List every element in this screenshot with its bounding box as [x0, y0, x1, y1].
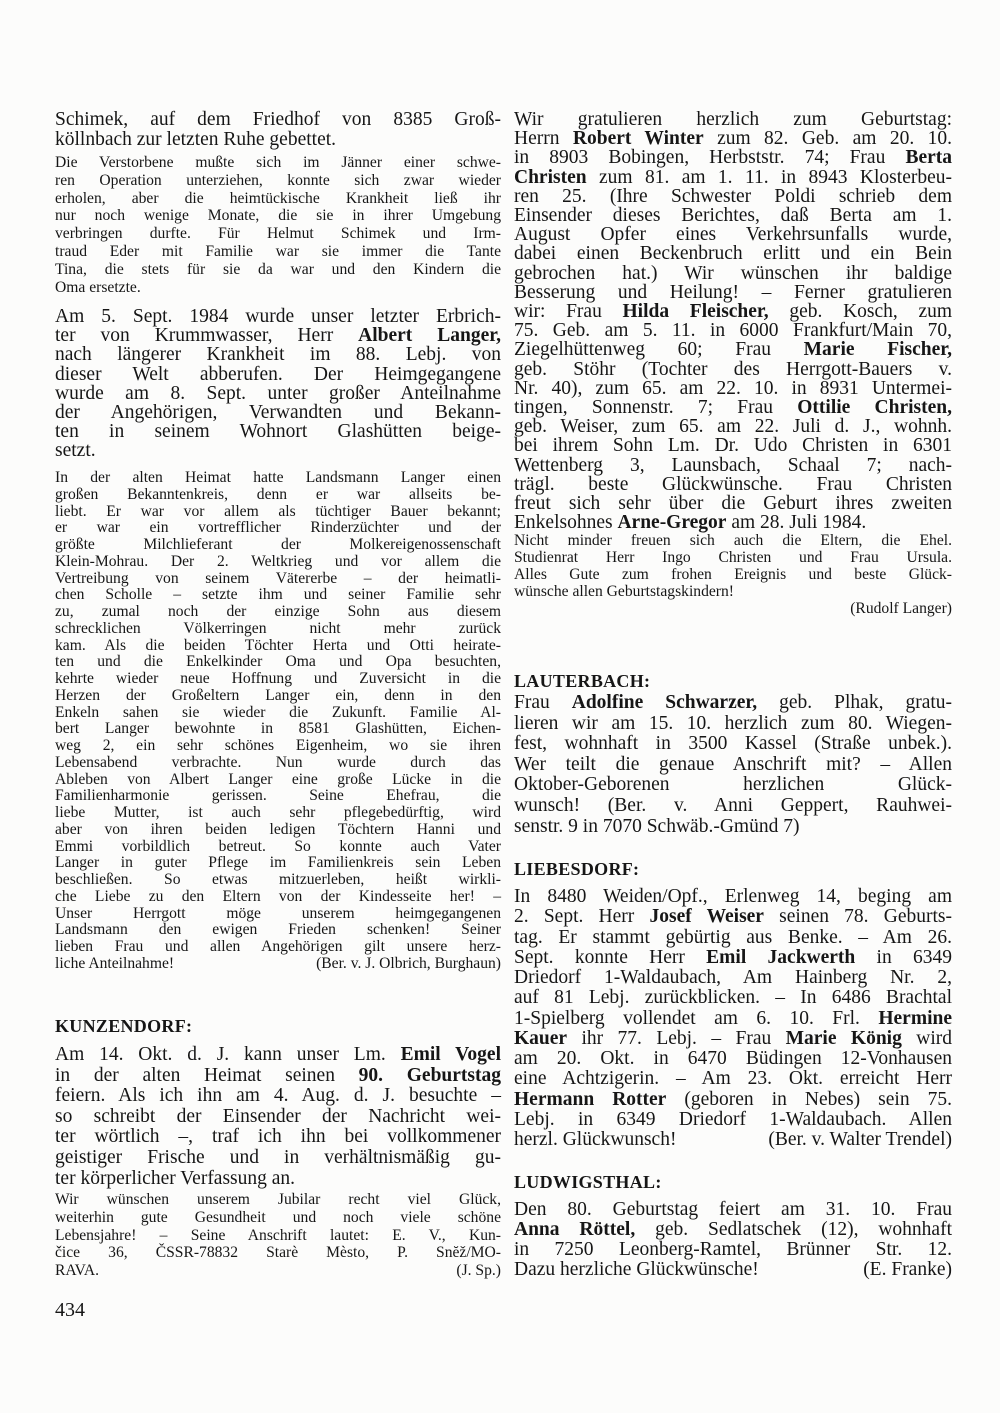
paragraph-albert-langer-biography — [55, 470, 501, 973]
text-segment: In 8480 Weiden/Opf., Erlenweg 14, beging am — [514, 886, 952, 907]
bold-name: Ottilie Christen, — [797, 397, 952, 419]
text-segment: RAVA. — [55, 1262, 100, 1280]
text-line — [514, 693, 952, 714]
paragraph-ludwigsthal — [514, 1200, 952, 1280]
bold-name: Berta — [905, 147, 952, 169]
text-line — [55, 688, 501, 705]
text-segment: nur noch wenige Monate, die sie in ihrer Umgebung — [55, 207, 501, 225]
text-line — [55, 604, 501, 621]
text-line — [55, 1209, 501, 1227]
text-line — [514, 302, 952, 321]
text-line — [55, 1262, 501, 1280]
text-segment: Langer in guter Pflege im Familienkreis sein Leben — [55, 854, 501, 872]
text-line — [55, 1107, 501, 1128]
text-segment: geistiger Frische und in verhältnismäßig gu- — [55, 1146, 501, 1168]
text-segment: geb. Plhak, gratu- — [757, 692, 953, 713]
text-line — [514, 264, 952, 283]
text-segment: Lebj. in 6349 Driedorf 1-Waldaubach. Allen — [514, 1108, 952, 1130]
text-line — [514, 244, 952, 263]
text-segment: in 8903 Bobingen, Herbststr. 74; Frau — [514, 147, 906, 169]
text-line — [55, 504, 501, 521]
text-line — [514, 988, 952, 1008]
text-line — [55, 755, 501, 772]
author-signature: (E. Franke) — [863, 1259, 952, 1280]
text-segment: wir: Frau — [514, 301, 623, 323]
text-line — [514, 110, 952, 129]
text-line — [55, 889, 501, 906]
text-segment: 75. Geb. am 5. 11. in 6000 Frankfurt/Main 70, — [514, 320, 952, 342]
text-segment: kam. Als die beiden Töchter Herta und Otti heirate- — [55, 636, 501, 654]
text-segment: August Opfer eines Verkehrsunfalls wurde, — [514, 224, 952, 246]
author-signature: (Ber. v. J. Olbrich, Burghaun) — [316, 954, 501, 972]
bold-name: Emil Vogel — [400, 1044, 501, 1065]
text-segment: geb. Stöhr (Tochter des Herrgott-Bauers v. — [514, 358, 952, 380]
text-segment: köllnbach zur letzten Ruhe gebettet. — [55, 129, 337, 150]
text-line — [514, 475, 952, 494]
text-segment: Nicht minder freuen sich auch die Eltern, die Ehel. — [514, 532, 952, 549]
text-segment: Tina, die stets für sie da war und den Kindern die — [55, 260, 501, 278]
text-segment: Driedorf 1-Waldaubach, Am Hainberg Nr. 2, — [514, 967, 952, 988]
text-segment: ter wörtlich –, traf ich ihn bei vollkommener — [55, 1126, 501, 1148]
text-segment: Nr. 40), zum 65. am 22. 10. in 8931 Untermei- — [514, 377, 952, 399]
text-line — [55, 307, 501, 326]
text-segment: auf 81 Lebj. zurückblicken. – In 6486 Brachtal — [514, 987, 952, 1009]
text-segment: Wettenberg 3, Launsbach, Schaal 7; nach- — [514, 454, 952, 476]
bold-name: Albert Langer, — [358, 325, 501, 347]
author-signature: (Ber. v. Walter Trendel) — [768, 1129, 952, 1150]
text-segment: Am 14. Okt. d. J. kann unser Lm. — [55, 1044, 401, 1065]
text-line — [514, 168, 952, 187]
text-line — [514, 1110, 952, 1130]
text-segment: am 28. Juli 1984. — [726, 512, 867, 534]
text-line — [55, 906, 501, 923]
text-segment: (geboren in Nebes) sein 75. — [666, 1088, 952, 1110]
text-segment: gebrochen hat.) Wir wünschen ihr baldige — [514, 262, 952, 284]
text-line — [514, 968, 952, 988]
text-line — [55, 207, 501, 225]
text-line — [514, 1220, 952, 1240]
text-segment: dabei einen Beckenbruch erlitt und ein Bein — [514, 243, 952, 265]
text-line — [55, 326, 501, 345]
text-segment: wünsche allen Geburtstagskindern! — [514, 583, 734, 600]
text-segment: ter von Krummwasser, Herr — [55, 325, 359, 347]
text-line — [55, 822, 501, 839]
text-segment: senstr. 9 in 7070 Schwäb.-Gmünd 7) — [514, 815, 800, 837]
text-segment: in 7250 Leonberg-Ramtel, Brünner Str. 12. — [514, 1239, 952, 1260]
text-segment: zum 81. am 1. 11. in 8943 Klosterbeu- — [586, 166, 952, 188]
text-segment: Lebensabend verbrachte. Nun wurde durch das — [55, 753, 501, 771]
text-line — [514, 417, 952, 436]
text-line — [514, 928, 952, 948]
text-line — [514, 1260, 952, 1280]
text-line — [55, 788, 501, 805]
text-line — [514, 1029, 952, 1049]
text-line — [55, 365, 501, 384]
text-segment: Wer teilt die genaue Anschrift mit? – Allen — [514, 753, 952, 775]
text-segment: Studienrat Herr Ingo Christen und Frau Ursula. — [514, 549, 952, 566]
text-segment: in der alten Heimat seinen — [55, 1064, 359, 1086]
text-line — [514, 513, 952, 532]
text-line — [514, 817, 952, 838]
bold-name: Robert Winter — [572, 128, 704, 150]
text-line — [514, 360, 952, 379]
text-segment: so schreibt der Einsender der Nachricht wei- — [55, 1105, 501, 1127]
text-line — [514, 1049, 952, 1069]
text-segment: liebe Mutter, ist auch sehr pflegebedürftig, wird — [55, 804, 501, 821]
text-line — [55, 571, 501, 588]
text-line — [55, 1191, 501, 1209]
bold-name: Arne-Gregor — [617, 512, 727, 534]
text-segment: Besserung und Heilung! – Ferner gratulieren — [514, 281, 952, 303]
text-segment: Unser Herrgott möge unserem heimgegangenen — [55, 904, 501, 922]
text-line — [55, 279, 501, 297]
text-segment: Wir gratulieren herzlich zum Geburtstag: — [514, 109, 952, 130]
paragraph-lauterbach — [514, 693, 952, 837]
text-line — [514, 796, 952, 817]
text-segment: ten und die Enkelkinder Oma und Opa besuchten, — [55, 653, 501, 671]
text-segment: Dazu herzliche Glückwünsche! — [514, 1259, 759, 1280]
text-segment: lieren wir am 15. 10. herzlich zum 80. Wiegen- — [514, 712, 952, 734]
text-segment: geb. Kosch, zum — [768, 301, 953, 323]
text-line — [514, 907, 952, 927]
text-line — [514, 775, 952, 796]
text-line — [55, 721, 501, 738]
text-segment: Den 80. Geburtstag feiert am 31. 10. Frau — [514, 1199, 952, 1220]
text-line — [55, 130, 501, 150]
text-line — [55, 939, 501, 956]
text-segment: zu, zumal noch der einzige Sohn aus diesem — [55, 603, 501, 620]
text-line — [514, 948, 952, 968]
text-line — [55, 403, 501, 422]
text-segment: Einsender dieses Berichtes, daß Berta am 1. — [514, 205, 952, 227]
text-line — [55, 487, 501, 504]
text-segment: beschließen. So etwas mitzuerleben, heißt wirkli- — [55, 871, 501, 888]
paragraph-birthday-congratulations — [514, 110, 952, 532]
text-line — [55, 1045, 501, 1066]
text-segment: aber von ihren beiden ledigen Töchtern Hanni und — [55, 820, 501, 838]
text-segment: nach längerer Krankheit im 88. Lebj. von — [55, 344, 501, 366]
text-line — [55, 1066, 501, 1087]
text-line — [514, 129, 952, 148]
page-number: 434 — [55, 1299, 85, 1321]
text-segment: Alles Gute zum frohen Ereignis und beste Glück- — [514, 566, 952, 583]
text-segment: erholen, aber die heimtückische Krankheit ließ ihr — [55, 189, 501, 207]
text-segment: chen Scholle – setzte ihm und seiner Familie sehr — [55, 586, 501, 604]
text-segment: ten in seinem Wohnort Glashütten beige- — [55, 421, 501, 443]
text-line — [55, 441, 501, 460]
text-line — [55, 872, 501, 889]
text-line — [55, 1227, 501, 1245]
text-line — [514, 283, 952, 302]
text-line — [55, 261, 501, 279]
text-line — [514, 340, 952, 359]
text-segment: geb. Weiser, zum 65. am 22. Juli d. J., wohnh. — [514, 416, 952, 438]
author-signature: (Rudolf Langer) — [850, 600, 952, 617]
section-heading-lauterbach: LAUTERBACH: — [514, 671, 651, 691]
text-segment: herzl. Glückwunsch! — [514, 1129, 677, 1150]
paragraph-christen-wishes — [514, 532, 952, 617]
text-line — [514, 494, 952, 513]
text-segment: Landsmann den ewigen Frieden schenken! Seiner — [55, 921, 501, 939]
bold-name: Anna Röttel, — [514, 1219, 636, 1240]
bold-name: 90. Geburtstag — [358, 1064, 501, 1086]
text-line — [514, 566, 952, 583]
text-line — [514, 532, 952, 549]
text-line — [55, 154, 501, 172]
text-segment: Ableben von Albert Langer eine große Lücke in die — [55, 770, 501, 788]
text-segment: ren 25. (Ihre Schwester Poldi schrieb dem — [514, 185, 952, 207]
text-segment: bert Langer bewohnte in 8581 Glashütten, Eichen- — [55, 720, 501, 738]
paragraph-schimek-obituary — [55, 154, 501, 296]
text-line — [514, 456, 952, 475]
text-line — [55, 839, 501, 856]
text-line — [55, 654, 501, 671]
text-segment: čice 36, ČSSR-78832 Starè Mèsto, P. Snĕž/MO- — [55, 1244, 501, 1262]
text-line — [55, 1148, 501, 1169]
bold-name: Hilda Fleischer, — [622, 301, 769, 323]
text-segment: zum 82. Geb. am 20. 10. — [703, 128, 952, 150]
text-segment: seinen 78. Geburts- — [763, 906, 952, 928]
text-segment: weiterhin gute Gesundheit und noch viele schöne — [55, 1208, 501, 1226]
text-segment: großen Bekanntenkreis, denn er war allseits be- — [55, 485, 501, 503]
text-line — [514, 714, 952, 735]
text-line — [55, 772, 501, 789]
text-line — [514, 1130, 952, 1150]
text-segment: ihr 77. Lebj. – Frau — [567, 1027, 786, 1049]
text-segment: Vertreibung von seinem Vätererbe – der heimatli- — [55, 569, 501, 587]
text-segment: geb. Sedlatschek (12), wohnhaft — [635, 1219, 952, 1240]
bold-name: Hermine — [878, 1007, 952, 1029]
author-signature: (J. Sp.) — [456, 1262, 501, 1280]
text-segment: in 6349 — [855, 946, 952, 968]
text-line — [55, 554, 501, 571]
text-segment: Schimek, auf dem Friedhof von 8385 Groß- — [55, 109, 501, 130]
text-line — [514, 321, 952, 340]
text-line — [514, 148, 952, 167]
text-line — [55, 225, 501, 243]
text-segment: schrecklichen Völkerringen nicht mehr zurück — [55, 619, 501, 637]
text-segment: lieben Frau und allen Angehörigen gilt unsere herz- — [55, 938, 501, 955]
text-segment: dieser Welt abberufen. Der Heimgegangene — [55, 363, 501, 385]
text-line — [55, 110, 501, 130]
text-segment: wurde am 8. Sept. unter großer Anteilnahme — [55, 382, 501, 404]
text-line — [514, 206, 952, 225]
text-line — [514, 187, 952, 206]
text-line — [55, 587, 501, 604]
text-segment: freut sich sehr über die Geburt ihres zweiten — [514, 493, 952, 515]
text-segment: Herrn — [514, 128, 573, 150]
paragraph-burial-continued — [55, 110, 501, 150]
text-line — [55, 243, 501, 261]
text-line — [514, 379, 952, 398]
text-segment: bei ihrem Sohn Lm. Dr. Udo Christen in 6301 — [514, 435, 952, 457]
text-line — [55, 190, 501, 208]
text-line — [55, 422, 501, 441]
bold-name: Hermann Rotter — [514, 1088, 667, 1110]
text-segment: tag. Er stammt gebürtig aus Benke. – Am 26. — [514, 926, 952, 948]
text-line — [55, 1127, 501, 1148]
text-segment: Enkelsohnes — [514, 512, 618, 534]
section-heading-liebesdorf: LIEBESDORF: — [514, 859, 640, 879]
text-segment: ter körperlicher Verfassung an. — [55, 1167, 296, 1189]
text-line — [514, 225, 952, 244]
text-segment: wird — [901, 1027, 952, 1049]
text-line — [514, 1200, 952, 1220]
text-segment: Oktober-Geborenen herzlichen Glück- — [514, 774, 952, 796]
text-segment: Oma ersetzte. — [55, 278, 141, 296]
paragraph-emil-vogel-birthday — [55, 1045, 501, 1189]
text-line — [55, 470, 501, 487]
bold-name: Josef Weiser — [649, 906, 764, 928]
paragraph-liebesdorf — [514, 887, 952, 1150]
text-segment: liche Anteilnahme! — [55, 954, 175, 972]
text-segment: fest, wohnhaft in 3500 Kassel (Straße unbek.). — [514, 733, 952, 755]
text-segment: trägl. beste Glückwünsche. Frau Christen — [514, 473, 952, 495]
text-segment: kehrte wieder neue Hoffnung und Zuversicht in die — [55, 670, 501, 687]
text-line — [514, 1069, 952, 1089]
text-segment: Sept. konnte Herr — [514, 946, 707, 968]
text-line — [55, 671, 501, 688]
paragraph-albert-langer-death — [55, 307, 501, 461]
text-segment: Herzen der Großeltern Langer ein, denn in den — [55, 686, 501, 704]
text-line — [55, 520, 501, 537]
text-segment: weg 2, ein sehr schönes Eigenheim, wo sie ihren — [55, 737, 501, 754]
text-segment: Emmi vorbildlich betreut. So konnte auch Vater — [55, 837, 501, 855]
text-segment: Lebensjahre! – Seine Anschrift lautet: E. V., Kun- — [55, 1226, 501, 1244]
text-line — [55, 922, 501, 939]
text-line — [55, 345, 501, 364]
text-line — [55, 638, 501, 655]
text-line — [514, 734, 952, 755]
text-segment: wunsch! (Ber. v. Anni Geppert, Rauhwei- — [514, 794, 952, 816]
text-line — [514, 1009, 952, 1029]
text-line — [55, 1244, 501, 1262]
text-line — [514, 887, 952, 907]
text-segment: verbringen durfte. Für Helmut Schimek und Irm- — [55, 225, 501, 243]
text-line — [55, 1169, 501, 1190]
text-line — [55, 738, 501, 755]
text-line — [55, 621, 501, 638]
text-segment: Klein-Mohrau. Der 2. Weltkrieg und vor allem die — [55, 552, 501, 570]
text-line — [514, 1090, 952, 1110]
bold-name: Marie Fischer, — [803, 339, 953, 361]
text-line — [514, 1240, 952, 1260]
text-segment: tingen, Sonnenstr. 7; Frau — [514, 397, 798, 419]
text-line — [55, 705, 501, 722]
text-segment: traud Eder mit Familie war sie immer die Tante — [55, 242, 501, 260]
text-line — [55, 172, 501, 190]
text-line — [514, 549, 952, 566]
text-segment: Frau — [514, 692, 572, 713]
paragraph-emil-vogel-wishes — [55, 1191, 501, 1280]
bold-name: Emil Jackwerth — [706, 946, 856, 968]
text-segment: 1-Spielberg vollendet am 6. 10. Frl. — [514, 1007, 879, 1029]
text-segment: liebt. Er war vor allem als tüchtiger Bauer bekannt; — [55, 502, 501, 520]
text-segment: Wir wünschen unserem Jubilar recht viel Glück, — [55, 1191, 501, 1208]
text-segment: Am 5. Sept. 1984 wurde unser letzter Erbrich- — [55, 306, 501, 327]
text-segment: Familienharmonie gerissen. Seine Ehefrau, die — [55, 787, 501, 805]
section-heading-ludwigsthal: LUDWIGSTHAL: — [514, 1172, 662, 1192]
text-line — [514, 755, 952, 776]
text-segment: der Angehörigen, Verwandten und Bekann- — [55, 402, 501, 424]
text-segment: größte Milchlieferant der Molkereigenossenschaft — [55, 536, 501, 553]
text-line — [514, 436, 952, 455]
text-line — [55, 805, 501, 822]
text-line — [55, 384, 501, 403]
text-segment: er war ein vortrefflicher Rinderzüchter und der — [55, 519, 501, 537]
text-segment: am 20. Okt. in 6470 Büdingen 12-Vonhausen — [514, 1048, 952, 1069]
text-segment: feiern. Als ich ihn am 4. Aug. d. J. besuchte – — [55, 1085, 501, 1107]
text-segment: In der alten Heimat hatte Landsmann Langer einen — [55, 469, 501, 486]
text-segment: eine Achtzigerin. – Am 23. Okt. erreicht Herr — [514, 1068, 952, 1090]
bold-name: Adolfine Schwarzer, — [571, 692, 758, 713]
text-segment: Ziegelhüttenweg 60; Frau — [514, 339, 804, 361]
bold-name: Marie König — [785, 1027, 902, 1049]
text-segment: che Liebe zu den Eltern von der Kindesseite her! – — [55, 887, 501, 905]
text-line — [55, 1086, 501, 1107]
text-line — [55, 537, 501, 554]
text-segment: 2. Sept. Herr — [514, 906, 650, 928]
text-segment: ren Operation unterziehen, konnte sich zwar wieder — [55, 171, 501, 189]
text-line — [55, 956, 501, 973]
text-segment: Enkeln sahen sie wieder die Zukunft. Familie Al- — [55, 703, 501, 721]
text-segment: Die Verstorbene mußte sich im Jänner einer schwe- — [55, 154, 501, 171]
text-line — [55, 855, 501, 872]
bold-name: Kauer — [514, 1027, 568, 1049]
bold-name: Christen — [514, 166, 587, 188]
text-line — [514, 398, 952, 417]
section-heading-kunzendorf: KUNZENDORF: — [55, 1016, 193, 1036]
text-segment: setzt. — [55, 440, 96, 462]
text-line — [514, 583, 952, 600]
